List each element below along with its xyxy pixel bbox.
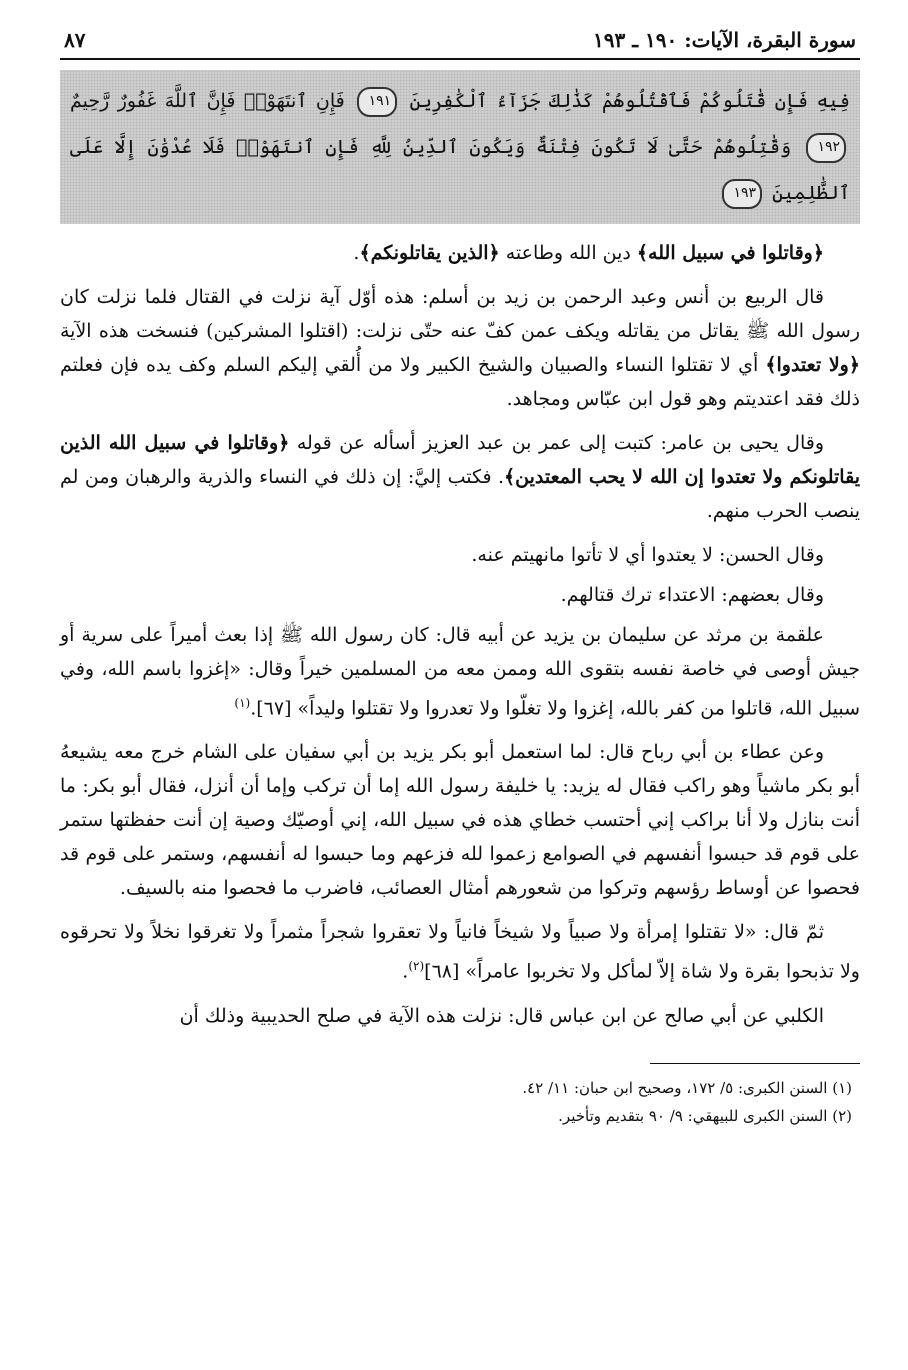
paragraph-text: وقال يحيى بن عامر: كتبت إلى عمر بن عبد العزيز أسأله عن قوله [289,432,824,454]
page [60,28,860,1130]
footnote-2: (٢) السنن الكبرى للبيهقي: ٩/ ٩٠ بتقديم وتأخير. [558,1106,852,1125]
footnotes [60,1074,860,1130]
commentary-body [60,236,860,1033]
ayah-number-192: ١٩٢ [806,133,846,163]
paragraph-8 [60,915,860,988]
footnote-divider [650,1063,860,1064]
paragraph-text: دين الله وطاعته [499,242,637,264]
paragraph-text: . [353,242,360,264]
surah-title: سورة البقرة، الآيات: ١٩٠ ـ ١٩٣ [593,28,856,52]
paragraph-text: أي لا تقتلوا النساء والصبيان والشيخ الكبير ولا من أُلقي إليكم السلم وكف يده فإن فعلتم ذلك فقد اعتديتم وهو قول ابن عبّاس ومجاهد. [60,354,860,410]
ayah-number-193: ١٩٣ [722,179,762,209]
paragraph-3 [60,426,860,528]
paragraph-6 [60,618,860,725]
quote-bold: ﴿وقاتلوا في سبيل الله﴾ [636,242,824,264]
reference-number: [٦٧]. [250,697,292,720]
paragraph-text: . [402,960,409,983]
footnote-marker: (١) [234,696,251,710]
paragraph-text: . فكتب إليَّ: إن ذلك في النساء والذرية والرهبان ومن لم ينصب الحرب منهم. [60,466,860,522]
verse-text-1: فِيهِ فَإِن قَٰتَلُوكُمْ فَٱقْتُلُوهُمْ كَذَٰلِكَ جَزَآءُ ٱلْكَٰفِرِينَ [409,90,850,112]
paragraph-text: علقمة بن مرثد عن سليمان بن يزيد عن أبيه قال: كان رسول الله ﷺ إذا بعث أميراً على سرية أو جيش أوصى في خاصة نفسه بتقوى الله وممن معه من المسلمين خيراً وقال: «إغزوا باسم الله، وفي سبيل الله، قاتلوا من كفر بالله، إغزوا ولا تغلّوا ولا تعدروا ولا تقتلوا وليداً» [60,624,860,720]
verse-text-3: وَقَٰتِلُوهُمْ حَتَّىٰ لَا تَكُونَ فِتْنَةٌ وَيَكُونَ ٱلدِّينُ لِلَّهِ فَإِنِ ٱنتَهَوْا۟ فَلَا عُدْوَٰنَ إِلَّا عَلَى ٱلظَّٰلِمِينَ [70,136,850,204]
page-number: ٨٧ [64,28,86,52]
ayah-number-191: ١٩١ [357,87,397,117]
paragraph-5: وقال بعضهم: الاعتداء ترك قتالهم. [560,584,824,606]
paragraph-9: الكلبي عن أبي صالح عن ابن عباس قال: نزلت هذه الآية في صلح الحديبية وذلك أن [179,1004,824,1027]
paragraph-4: وقال الحسن: لا يعتدوا أي لا تأتوا مانهيتم عنه. [471,544,824,566]
paragraph-text: ثمّ قال: «لا تقتلوا إمرأة ولا صبياً ولا شيخاً فانياً ولا تعقروا شجراً مثمراً ولا تغرقوا نخلاً ولا تحرقوه ولا تذبحوا بقرة ولا شاة إلاّ لمأكل ولا تخربوا عامراً» [٦٨] [60,921,860,983]
footnote-1: (١) السنن الكبرى: ٥/ ١٧٢، وصحيح ابن حبان: ١١/ ٤٢. [522,1078,852,1097]
paragraph-7: وعن عطاء بن أبي رباح قال: لما استعمل أبو بكر يزيد بن أبي سفيان على الشام خرج معه يشيعهُ أبو بكر ماشياً وهو راكب فقال له يزيد: يا خليفة رسول الله إما أن تركب وإما أن أنزل، فقال أبو بكر: ما أنت بنازل ولا أنا براكب إني أحتسب خطاي هذه في سبيل الله، إني أوصيّك وصية إن أنت حفظتها ستمر على قوم قد حبسوا أنفسهم في الصوامع زعموا لله فزعهم وما حبسوا له أنفسهم، وستمر على قوم قد فحصوا عن أوساط رؤسهم وتركوا من شعورهم أمثال العصائب، فاضرب ما فحصوا منه بالسيف. [60,741,860,900]
quote-bold: ﴿ولا تعتدوا﴾ [765,354,860,376]
paragraph-text: قال الربيع بن أنس وعبد الرحمن بن زيد بن أسلم: هذه أوّل آية نزلت في القتال فلما نزلت كان رسول الله ﷺ يقاتل من يقاتله ويكف عمن كفّ عنه حتّى نزلت: (اقتلوا المشركين) فنسخت هذه الآية [60,286,860,342]
page-header [60,28,860,60]
verse-text-2: فَإِنِ ٱنتَهَوْا۟ فَإِنَّ ٱللَّهَ غَفُورٌ رَّحِيمٌ [70,90,345,112]
quote-bold: ﴿وقاتلوا في سبيل الله الذين يقاتلونكم ولا تعتدوا إن الله لا يحب المعتدين﴾ [60,432,860,488]
paragraph-2 [60,280,860,416]
quran-verse-box [60,70,860,224]
paragraph-1 [60,236,860,270]
footnote-marker: (٢) [408,959,425,974]
quote-bold: ﴿الذين يقاتلونكم﴾ [359,242,500,264]
